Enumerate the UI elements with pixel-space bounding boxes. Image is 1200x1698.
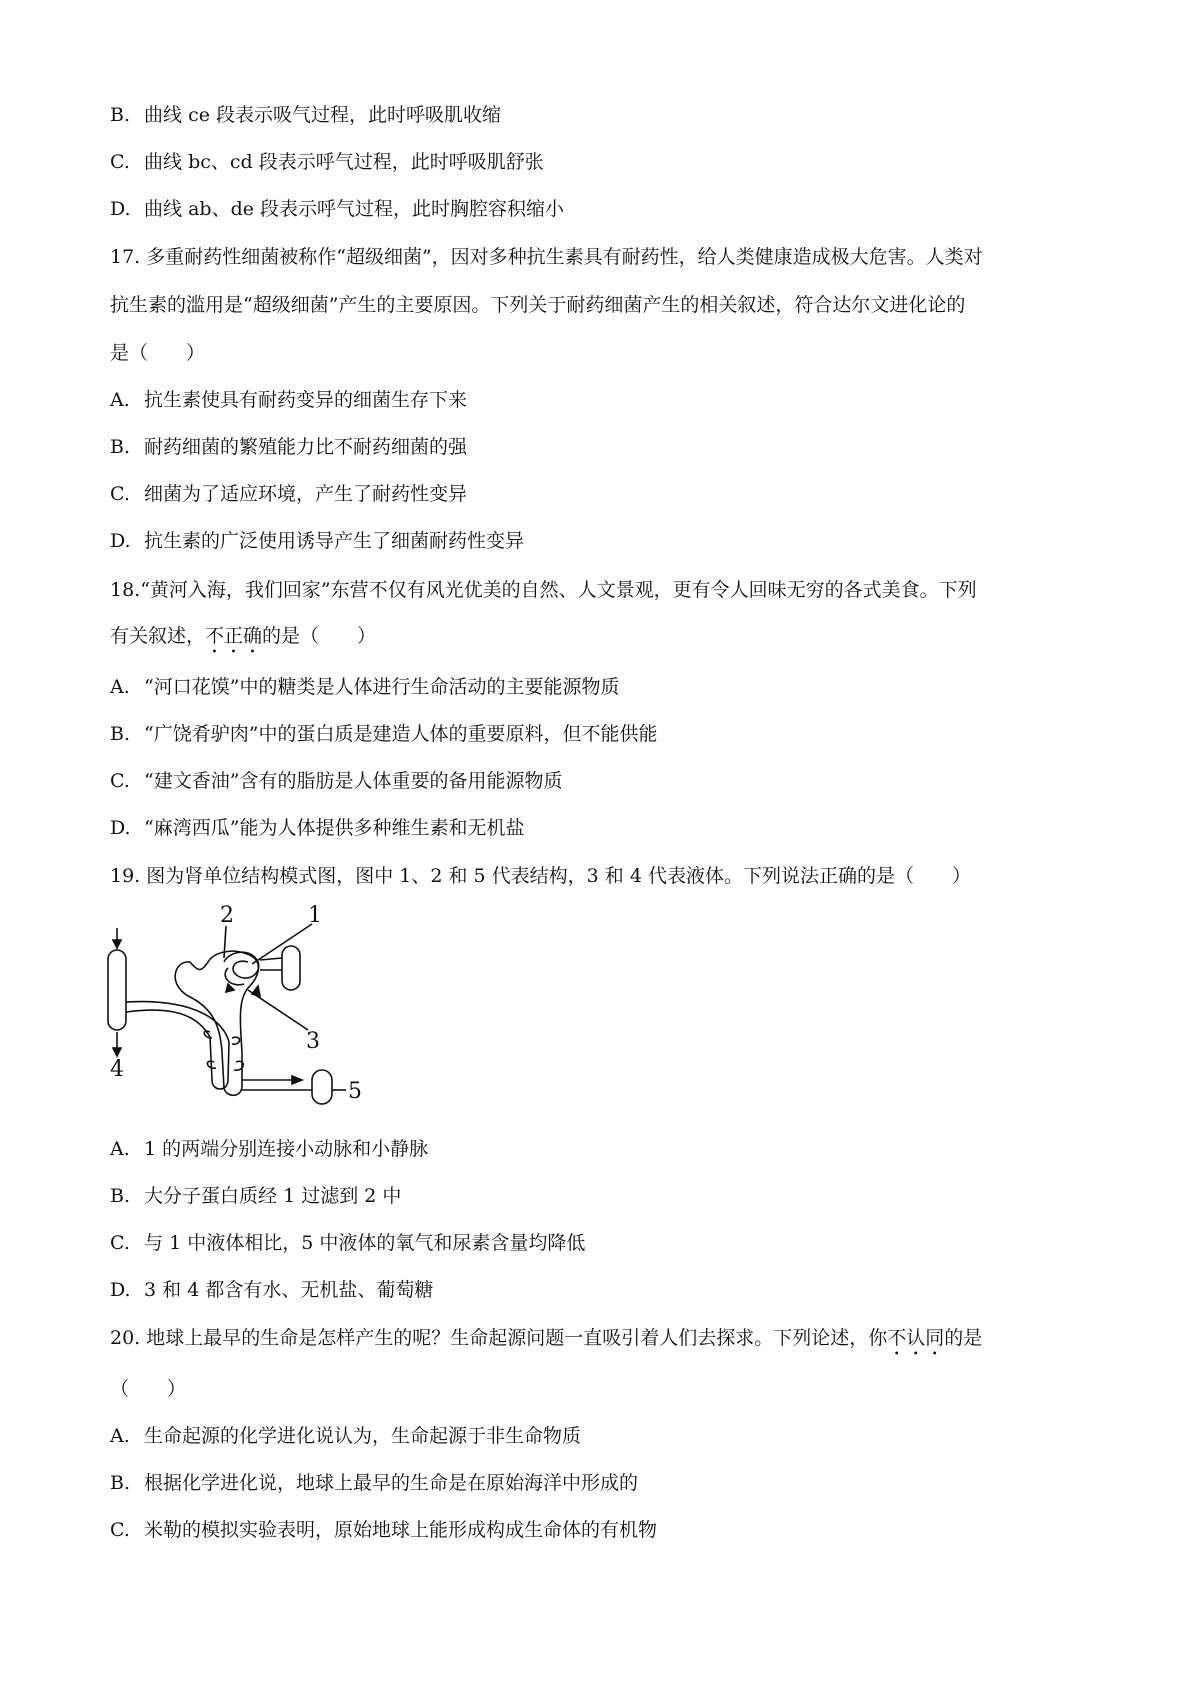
option-letter: A. [110, 1425, 130, 1447]
label-5: 5 [348, 1079, 362, 1104]
stem-text: 的是（ ） [262, 625, 377, 647]
q19-option-a [110, 1135, 428, 1163]
q20-stem-line1 [110, 1324, 982, 1360]
stem-text: 20. 地球上最早的生命是怎样产生的呢？生命起源问题一直吸引着人们去探求。下列论述，你 [110, 1327, 888, 1349]
option-text: “河口花馍”中的糖类是人体进行生命活动的主要能源物质 [144, 676, 620, 698]
option-text: “建文香油”含有的脂肪是人体重要的备用能源物质 [144, 770, 563, 792]
option-letter: B. [110, 723, 131, 745]
q19-option-d [110, 1276, 433, 1304]
option-letter: C. [110, 770, 130, 792]
q18-option-b [110, 720, 657, 748]
label-4: 4 [110, 1057, 124, 1082]
q18-option-a [110, 673, 619, 701]
option-letter: A. [110, 1138, 130, 1160]
q19-option-c [110, 1229, 585, 1257]
q18-option-c [110, 767, 562, 795]
stem-text: 的是 [944, 1327, 983, 1349]
option-text: “麻湾西瓜”能为人体提供多种维生素和无机盐 [144, 817, 525, 839]
option-text: 抗生素的广泛使用诱导产生了细菌耐药性变异 [144, 530, 525, 552]
option-letter: C. [110, 151, 130, 173]
option-text: “广饶肴驴肉”中的蛋白质是建造人体的重要原料，但不能供能 [144, 723, 658, 745]
q17-stem-line2: 抗生素的滥用是“超级细菌”产生的主要原因。下列关于耐药细菌产生的相关叙述，符合达尔文进化论的 [110, 294, 966, 316]
option-text: 1 的两端分别连接小动脉和小静脉 [144, 1138, 429, 1160]
option-letter: C. [110, 1232, 130, 1254]
option-letter: D. [110, 530, 131, 552]
q20-option-b [110, 1469, 638, 1497]
option-text: 曲线 bc、cd 段表示呼气过程，此时呼吸肌舒张 [144, 151, 544, 173]
option-letter: C. [110, 1519, 130, 1541]
option-text: 抗生素使具有耐药变异的细菌生存下来 [144, 389, 468, 411]
q17-option-b [110, 433, 467, 461]
option-text: 耐药细菌的繁殖能力比不耐药细菌的强 [144, 436, 468, 458]
option-letter: A. [110, 389, 130, 411]
option-letter: B. [110, 436, 131, 458]
q20-option-c [110, 1516, 657, 1544]
option-text: 根据化学进化说，地球上最早的生命是在原始海洋中形成的 [144, 1472, 639, 1494]
option-letter: A. [110, 676, 130, 698]
option-letter: B. [110, 1472, 131, 1494]
q20-option-a [110, 1422, 581, 1450]
label-2: 2 [220, 903, 234, 928]
option-text: 细菌为了适应环境，产生了耐药性变异 [144, 483, 468, 505]
q19-stem: 19. 图为肾单位结构模式图，图中 1、2 和 5 代表结构，3 和 4 代表液体。下列说法正确的是（ ） [110, 865, 971, 887]
option-text: 曲线 ab、de 段表示呼气过程，此时胸腔容积缩小 [144, 198, 565, 220]
q17-stem-line3: 是（ ） [110, 342, 206, 364]
option-text: 大分子蛋白质经 1 过滤到 2 中 [144, 1185, 402, 1207]
q17-option-a [110, 386, 467, 414]
q17-stem-line1: 17. 多重耐药性细菌被称作“超级细菌”，因对多种抗生素具有耐药性，给人类健康造成极大危害。人类对 [110, 246, 983, 268]
option-d [110, 195, 564, 223]
option-letter: D. [110, 817, 131, 839]
option-text: 曲线 ce 段表示吸气过程，此时呼吸肌收缩 [144, 104, 502, 126]
option-letter: C. [110, 483, 130, 505]
option-letter: B. [110, 104, 131, 126]
q17-option-d [110, 527, 524, 555]
option-text: 与 1 中液体相比，5 中液体的氧气和尿素含量均降低 [144, 1232, 586, 1254]
option-b [110, 101, 501, 129]
q18-stem-line1: 18.“黄河入海，我们回家”东营不仅有风光优美的自然、人文景观，更有令人回味无穷的各式美食。下列 [110, 579, 977, 601]
q17-option-c [110, 480, 467, 508]
stem-text: 有关叙述， [110, 625, 206, 647]
q19-option-b [110, 1182, 401, 1210]
q18-stem-line2 [110, 622, 376, 658]
q18-option-d [110, 814, 524, 842]
collecting-tube [108, 928, 126, 1056]
option-letter: D. [110, 198, 131, 220]
option-text: 生命起源的化学进化说认为，生命起源于非生命物质 [144, 1425, 582, 1447]
option-text: 3 和 4 都含有水、无机盐、葡萄糖 [144, 1279, 434, 1301]
label-3: 3 [306, 1029, 320, 1054]
option-c [110, 148, 544, 176]
emphasized-text: 不认同 [887, 1327, 945, 1349]
option-text: 米勒的模拟实验表明，原始地球上能形成构成生命体的有机物 [144, 1519, 658, 1541]
option-letter: D. [110, 1279, 131, 1301]
option-letter: B. [110, 1185, 131, 1207]
nephron-diagram [102, 902, 392, 1107]
emphasized-text: 不正确 [205, 625, 263, 647]
q20-stem-line2: （ ） [110, 1378, 187, 1400]
label-1: 1 [308, 903, 322, 928]
